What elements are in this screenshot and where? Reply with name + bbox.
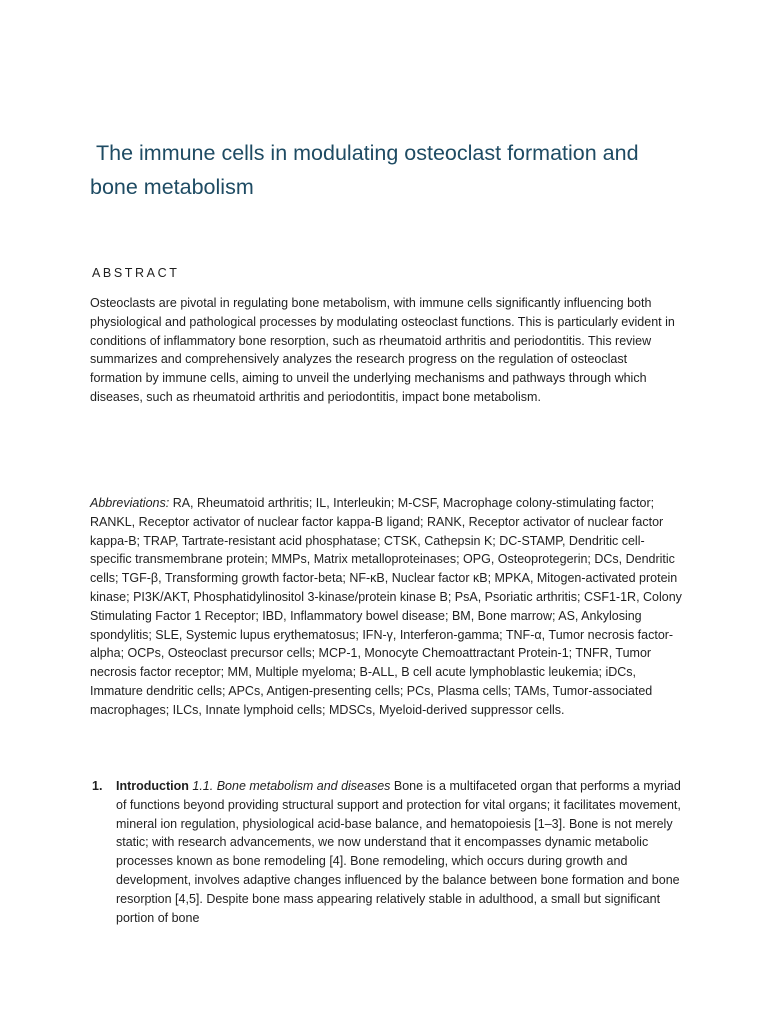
- abbreviations-paragraph: [90, 494, 682, 720]
- abbreviations-lead: Abbreviations:: [90, 496, 170, 510]
- subsection-title: 1.1. Bone metabolism and diseases: [188, 779, 391, 793]
- abbreviations-text: RA, Rheumatoid arthritis; IL, Interleukin; M-CSF, Macrophage colony-stimulating factor; RANKL, Receptor activator of nuclear factor kappa-B ligand; RANK, Receptor activator of nuclear factor kappa-B; TRAP, Tartrate-resistant acid phosphatase; CTSK, Cathepsin K; DC-STAMP, Dendritic cell-specific transmembrane protein; MMPs, Matrix metalloproteinases; OPG, Osteoprotegerin; DCs, Dendritic cells; TGF-β, Transforming growth factor-beta; NF-κB, Nuclear factor κB; MPKA, Mitogen-activated protein kinase; PI3K/AKT, Phosphatidylinositol 3-kinase/protein kinase B; PsA, Psoriatic arthritis; CSF1-1R, Colony Stimulating Factor 1 Receptor; IBD, Inflammatory bowel disease; BM, Bone marrow; AS, Ankylosing spondylitis; SLE, Systemic lupus erythematosus; IFN-γ, Interferon-gamma; TNF-α, Tumor necrosis factor-alpha; OCPs, Osteoclast precursor cells; MCP-1, Monocyte Chemoattractant Protein-1; TNFR, Tumor necrosis factor receptor; MM, Multiple myeloma; B-ALL, B cell acute lymphoblastic leukemia; iDCs, Immature dendritic cells; APCs, Antigen-presenting cells; PCs, Plasma cells; TAMs, Tumor-associated macrophages; ILCs, Innate lymphoid cells; MDSCs, Myeloid-derived suppressor cells.: [90, 496, 682, 717]
- section-introduction: [92, 777, 682, 927]
- abstract-heading: ABSTRACT: [92, 266, 180, 280]
- document-title: The immune cells in modulating osteoclast formation and bone metabolism: [90, 141, 645, 199]
- section-number: 1.: [92, 779, 103, 793]
- section-list: [92, 777, 682, 927]
- section-body: Bone is a multifaceted organ that performs a myriad of functions beyond providing structural support and protection for vital organs; it facilitates movement, mineral ion regulation, physiological acid-base balance, and hematopoiesis [1–3]. Bone is not merely static; with research advancements, we now understand that it encompasses dynamic metabolic processes known as bone remodeling [4]. Bone remodeling, which occurs during growth and development, involves adaptive changes influenced by the balance between bone formation and bone resorption [4,5]. Despite bone mass appearing relatively stable in adulthood, a small but significant portion of bone: [116, 779, 681, 925]
- abstract-body: Osteoclasts are pivotal in regulating bone metabolism, with immune cells significantly influencing both physiological and pathological processes by modulating osteoclast functions. This is particularly evident in conditions of inflammatory bone resorption, such as rheumatoid arthritis and periodontitis. This review summarizes and comprehensively analyzes the research progress on the regulation of osteoclast formation by immune cells, aiming to unveil the underlying mechanisms and pathways through which diseases, such as rheumatoid arthritis and periodontitis, impact bone metabolism.: [90, 296, 675, 404]
- section-title: Introduction: [116, 779, 189, 793]
